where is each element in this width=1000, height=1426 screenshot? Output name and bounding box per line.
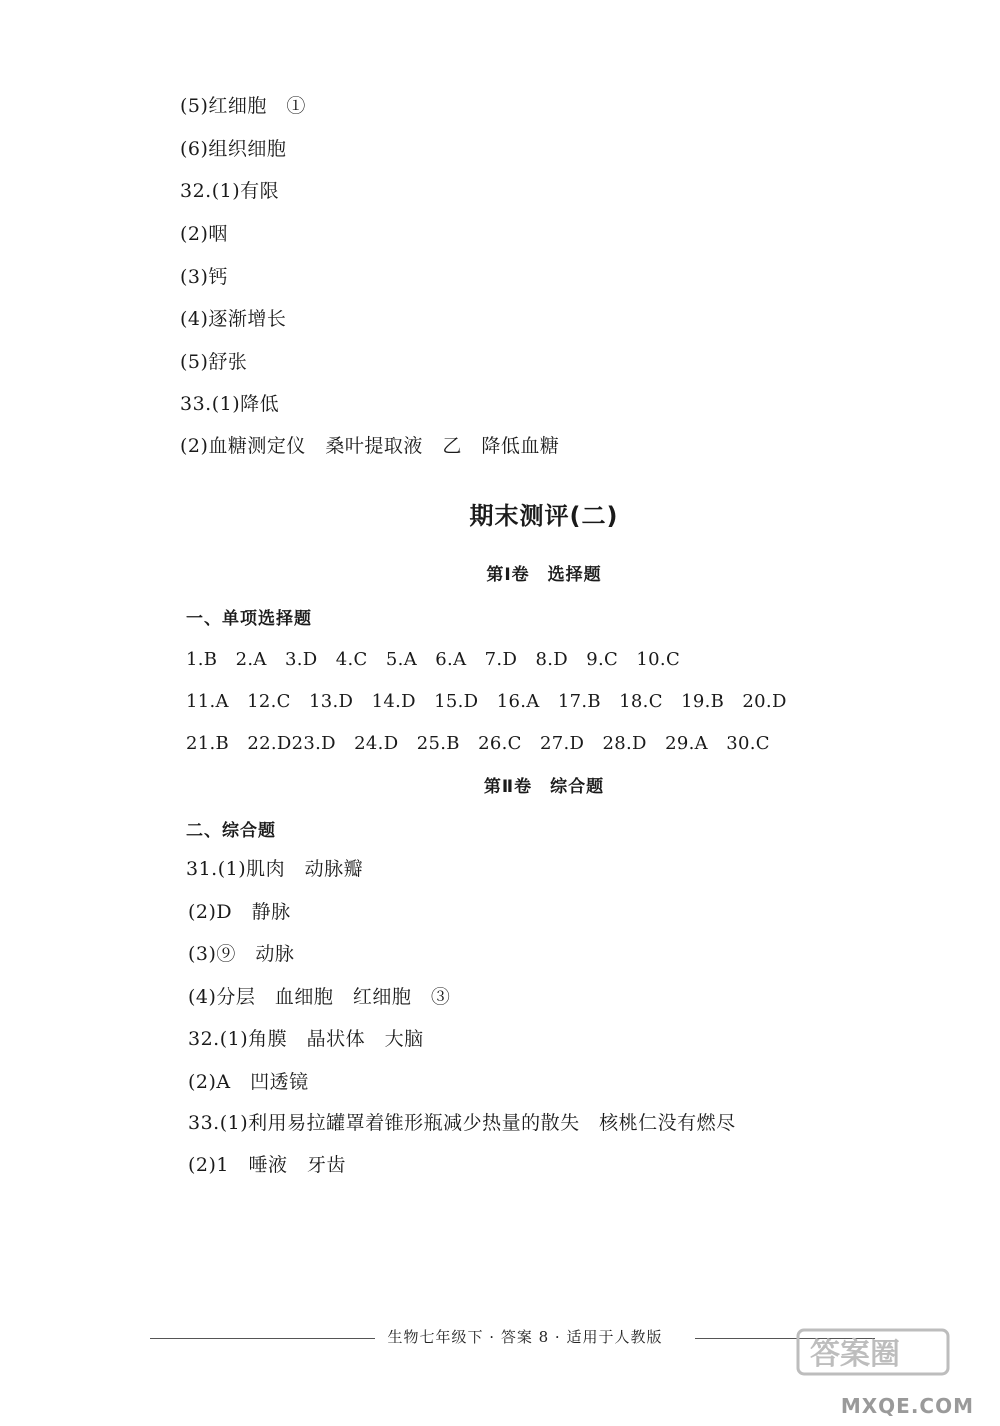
answer-line: (2)A 凹透镜 xyxy=(188,1071,309,1093)
section1-heading: 一、单项选择题 xyxy=(186,609,312,629)
footer-text: 生物七年级下 · 答案 8 · 适用于人教版 xyxy=(387,1328,663,1346)
watermark-url: MXQE.COM xyxy=(840,1394,974,1418)
answer-line: 32.(1)角膜 晶状体 大脑 xyxy=(188,1028,424,1050)
answer-line: (2)血糖测定仪 桑叶提取液 乙 降低血糖 xyxy=(180,435,560,457)
answer-line: 32.(1)有限 xyxy=(180,180,280,202)
answer-line: 33.(1)降低 xyxy=(180,393,280,415)
answer-line: (4)分层 血细胞 红细胞 ③ xyxy=(188,986,451,1008)
answer-line: (2)咽 xyxy=(180,223,228,245)
answer-line: 33.(1)利用易拉罐罩着锥形瓶减少热量的散失 核桃仁没有燃尽 xyxy=(188,1112,736,1134)
answer-line: (5)红细胞 ① xyxy=(180,95,306,117)
mc-row: 1.B 2.A 3.D 4.C 5.A 6.A 7.D 8.D 9.C 10.C xyxy=(186,649,681,670)
watermark-logo-text: 答案圈 xyxy=(810,1337,900,1372)
part2-title: 第Ⅱ卷 综合题 xyxy=(483,777,605,797)
answer-line: (2)D 静脉 xyxy=(188,901,291,923)
exam-title: 期末测评(二) xyxy=(469,502,619,530)
answer-line: (4)逐渐增长 xyxy=(180,308,287,330)
answer-line: 31.(1)肌肉 动脉瓣 xyxy=(186,858,364,880)
answer-line: (3)⑨ 动脉 xyxy=(188,943,295,965)
answer-line: (5)舒张 xyxy=(180,351,248,373)
answer-line: (2)1 唾液 牙齿 xyxy=(188,1154,347,1176)
mc-row: 11.A 12.C 13.D 14.D 15.D 16.A 17.B 18.C 19.B 20.D xyxy=(186,691,787,712)
answer-line: (3)钙 xyxy=(180,266,228,288)
section2-heading: 二、综合题 xyxy=(186,821,276,841)
answer-line: (6)组织细胞 xyxy=(180,138,287,160)
part1-title: 第Ⅰ卷 选择题 xyxy=(486,565,602,585)
mc-row: 21.B 22.D23.D 24.D 25.B 26.C 27.D 28.D 29.A 30.C xyxy=(186,733,770,754)
